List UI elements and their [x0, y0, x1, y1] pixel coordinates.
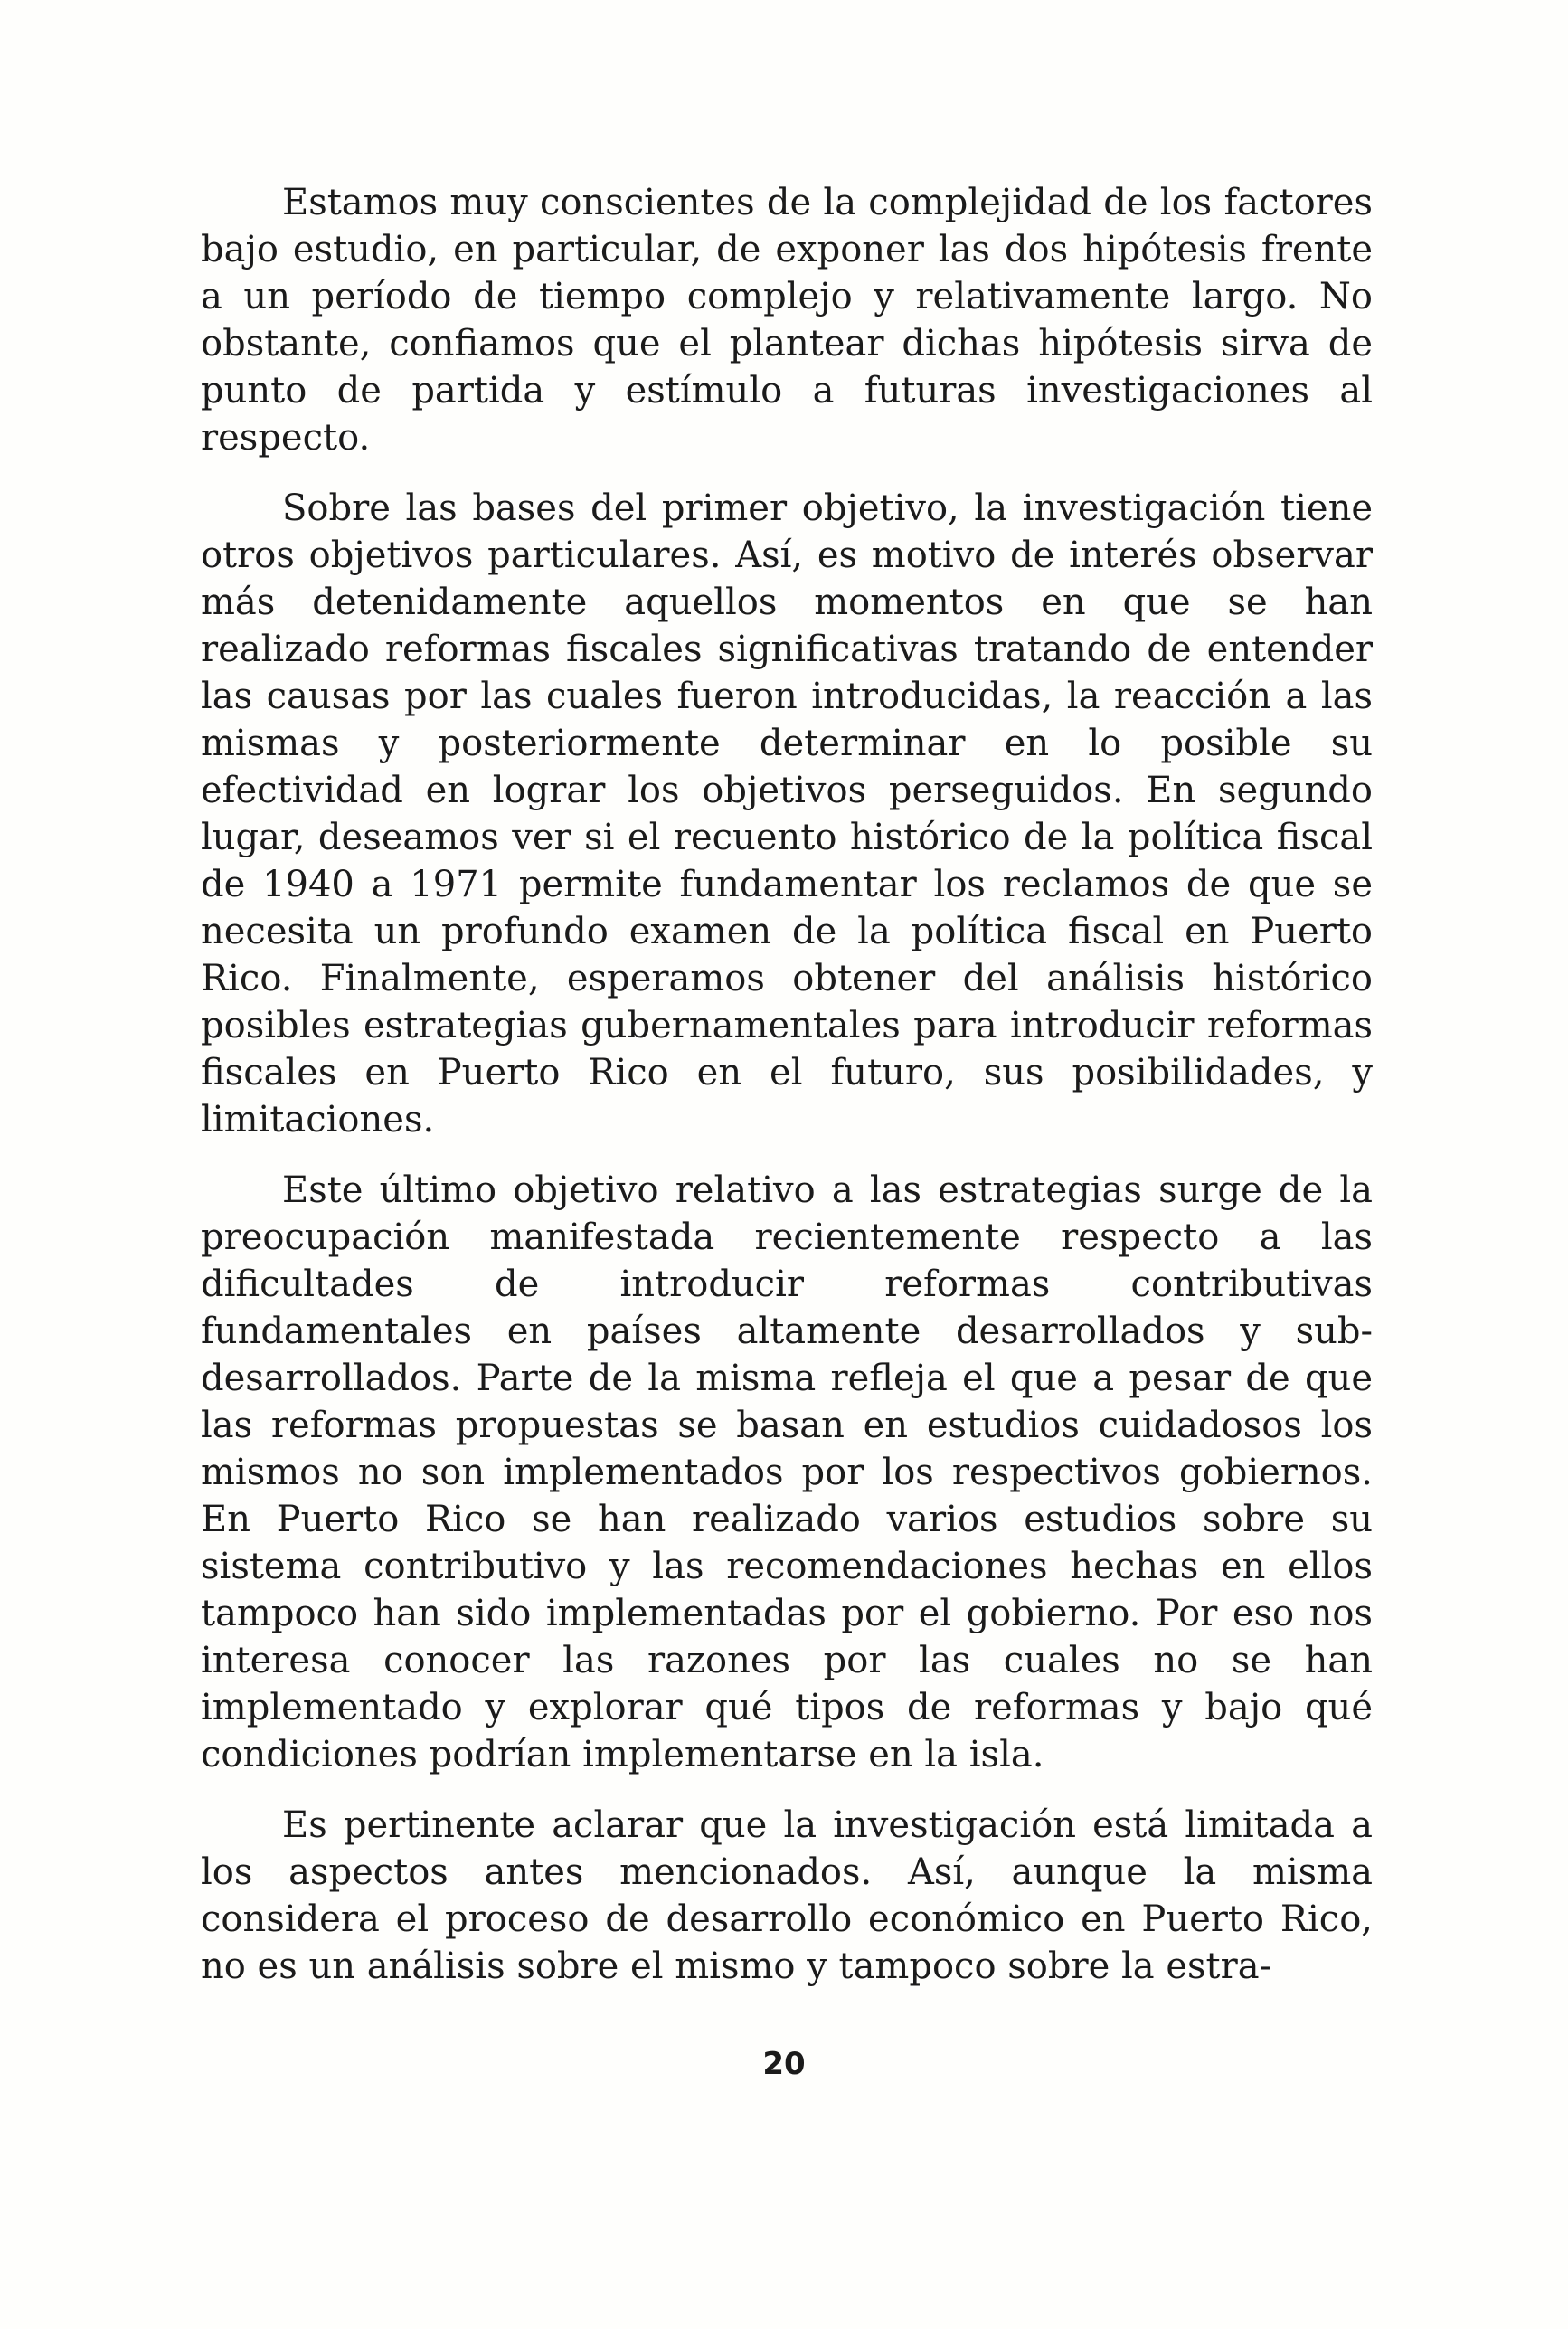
page-number: 20 — [762, 2046, 806, 2082]
body-text — [201, 179, 1373, 2013]
paragraph-3: Este último objetivo relativo a las estrategias surge de la preocupación manifestada recientemente respecto a las dificultades de introducir reformas contributivas fundamentales en países altamente desarrollados y sub-desarrollados. Parte de la misma refleja el que a pesar de que las reformas propuestas se basan en estudios cuidadosos los mismos no son implementados por los respectivos gobiernos. En Puerto Rico se han realizado varios estudios sobre su sistema contributivo y las recomendaciones hechas en ellos tampoco han sido implementadas por el gobierno. Por eso nos interesa conocer las razones por las cuales no se han implementado y explorar qué tipos de reformas y bajo qué condiciones podrían implementarse en la isla. — [201, 1169, 1373, 1775]
paragraph-4: Es pertinente aclarar que la investigación está limitada a los aspectos antes mencionados. Así, aunque la misma considera el proceso de desarrollo económico en Puerto Rico, no es un análisis sobre el mismo y tampoco sobre la estra- — [201, 1804, 1373, 1987]
paragraph-2: Sobre las bases del primer objetivo, la investigación tiene otros objetivos particulares. Así, es motivo de interés observar más detenidamente aquellos momentos en que se han realizado reformas fiscales significativas tratando de entender las causas por las cuales fueron introducidas, la reacción a las mismas y posteriormente determinar en lo posible su efectividad en lograr los objetivos perseguidos. En segundo lugar, deseamos ver si el recuento histórico de la política fiscal de 1940 a 1971 permite fundamentar los reclamos de que se necesita un profundo examen de la política fiscal en Puerto Rico. Finalmente, esperamos obtener del análisis histórico posibles estrategias gubernamentales para introducir reformas fiscales en Puerto Rico en el futuro, sus posibilidades, y limitaciones. — [201, 488, 1373, 1141]
paragraph-1: Estamos muy conscientes de la complejidad de los factores bajo estudio, en particular, de exponer las dos hipótesis frente a un período de tiempo complejo y relativamente largo. No obstante, confiamos que el plantear dichas hipótesis sirva de punto de partida y estímulo a futuras investigaciones al respecto. — [201, 182, 1373, 459]
